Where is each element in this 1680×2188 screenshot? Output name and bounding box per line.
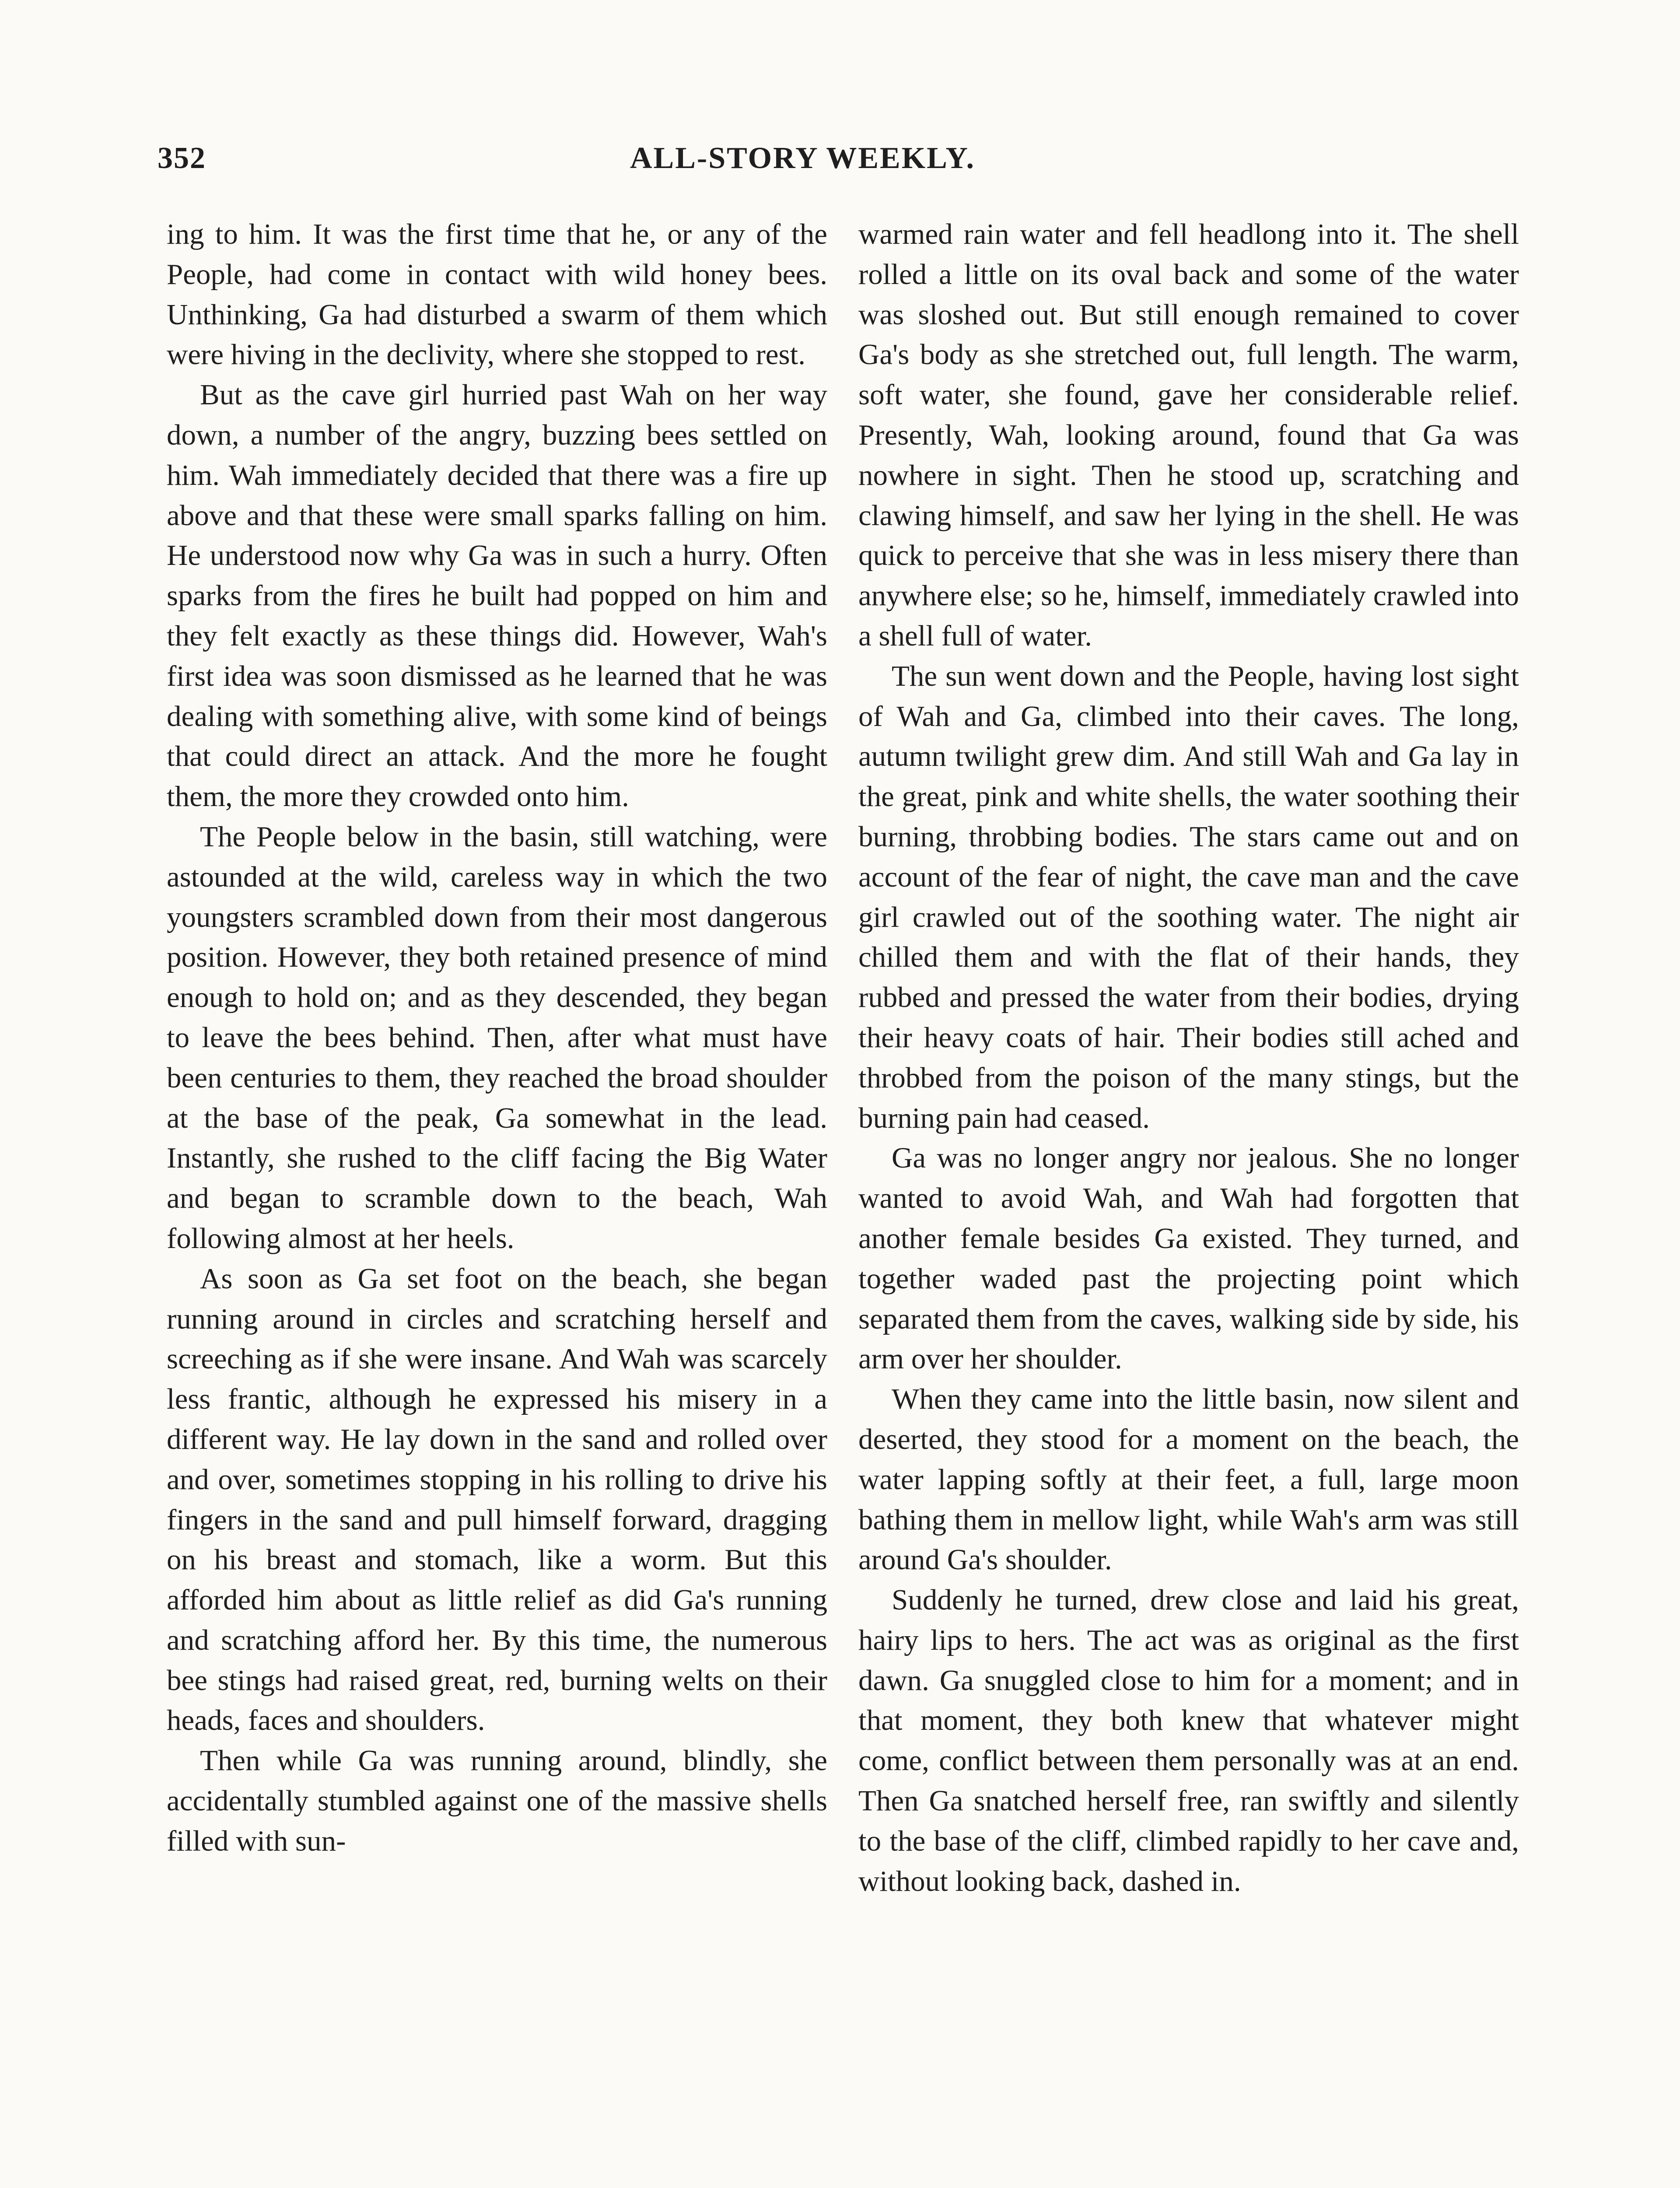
running-title: ALL-STORY WEEKLY. [630, 141, 976, 175]
paragraph: Then while Ga was running around, blindly, she accidentally stumbled against one of the massive shells filled with sun- [167, 1744, 827, 1857]
paragraph: The sun went down and the People, having lost sight of Wah and Ga, climbed into their caves. The long, autumn twilight grew dim. And still Wah and Ga lay in the great, pink and white shells, the water soothing their burning, throbbing bodies. The stars came out and on account of the fear of night, the cave man and the cave girl crawled out of the soothing water. The night air chilled them and with the flat of their hands, they rubbed and pressed the water from their bodies, drying their heavy coats of hair. Their bodies still ached and throbbed from the poison of the many stings, but the burning pain had ceased. [858, 659, 1519, 1134]
paragraph: Suddenly he turned, drew close and laid his great, hairy lips to hers. The act was as original as the first dawn. Ga snuggled close to him for a moment; and in that moment, they both knew that whatever might come, conflict between them personally was at an end. Then Ga snatched herself free, ran swiftly and silently to the base of the cliff, climbed rapidly to her cave and, without looking back, dashed in. [858, 1584, 1519, 1897]
page-header [158, 141, 1522, 185]
right-column [858, 214, 1519, 1901]
paragraph: ing to him. It was the first time that he, or any of the People, had come in contact with wild honey bees. Unthinking, Ga had disturbed a swarm of them which were hiving in the declivity, where she stopped to rest. [167, 218, 827, 371]
paragraph: The People below in the basin, still watching, were astounded at the wild, careless way in which the two youngsters scrambled down from their most dangerous position. However, they both retained presence of mind enough to hold on; and as they descended, they began to leave the bees behind. Then, after what must have been centuries to them, they reached the broad shoulder at the base of the peak, Ga somewhat in the lead. Instantly, she rushed to the cliff facing the Big Water and began to scramble down to the beach, Wah following almost at her heels. [167, 820, 827, 1255]
paragraph: warmed rain water and fell headlong into it. The shell rolled a little on its oval back and some of the water was sloshed out. But still enough remained to cover Ga's body as she stretched out, full length. The warm, soft water, she found, gave her considerable relief. Presently, Wah, looking around, found that Ga was nowhere in sight. Then he stood up, scratching and clawing himself, and saw her lying in the shell. He was quick to perceive that she was in less misery there than anywhere else; so he, himself, immediately crawled into a shell full of water. [858, 218, 1519, 652]
left-column [167, 214, 827, 1862]
page-number: 352 [158, 141, 206, 175]
paragraph: Ga was no longer angry nor jealous. She no longer wanted to avoid Wah, and Wah had forgotten that another female besides Ga existed. They turned, and together waded past the projecting point which separated them from the caves, walking side by side, his arm over her shoulder. [858, 1142, 1519, 1375]
paragraph: As soon as Ga set foot on the beach, she began running around in circles and scratching herself and screeching as if she were insane. And Wah was scarcely less frantic, although he expressed his misery in a different way. He lay down in the sand and rolled over and over, sometimes stopping in his rolling to drive his fingers in the sand and pull himself forward, dragging on his breast and stomach, like a worm. But this afforded him about as little relief as did Ga's running and scratching afford her. By this time, the numerous bee stings had raised great, red, burning welts on their heads, faces and shoulders. [167, 1262, 827, 1737]
paragraph: When they came into the little basin, now silent and deserted, they stood for a moment on the beach, the water lapping softly at their feet, a full, large moon bathing them in mellow light, while Wah's arm was still around Ga's shoulder. [858, 1383, 1519, 1576]
paragraph: But as the cave girl hurried past Wah on her way down, a number of the angry, buzzing bees settled on him. Wah immediately decided that there was a fire up above and that these were small sparks falling on him. He understood now why Ga was in such a hurry. Often sparks from the fires he built had popped on him and they felt exactly as these things did. However, Wah's first idea was soon dismissed as he learned that he was dealing with something alive, with some kind of beings that could direct an attack. And the more he fought them, the more they crowded onto him. [167, 379, 827, 813]
